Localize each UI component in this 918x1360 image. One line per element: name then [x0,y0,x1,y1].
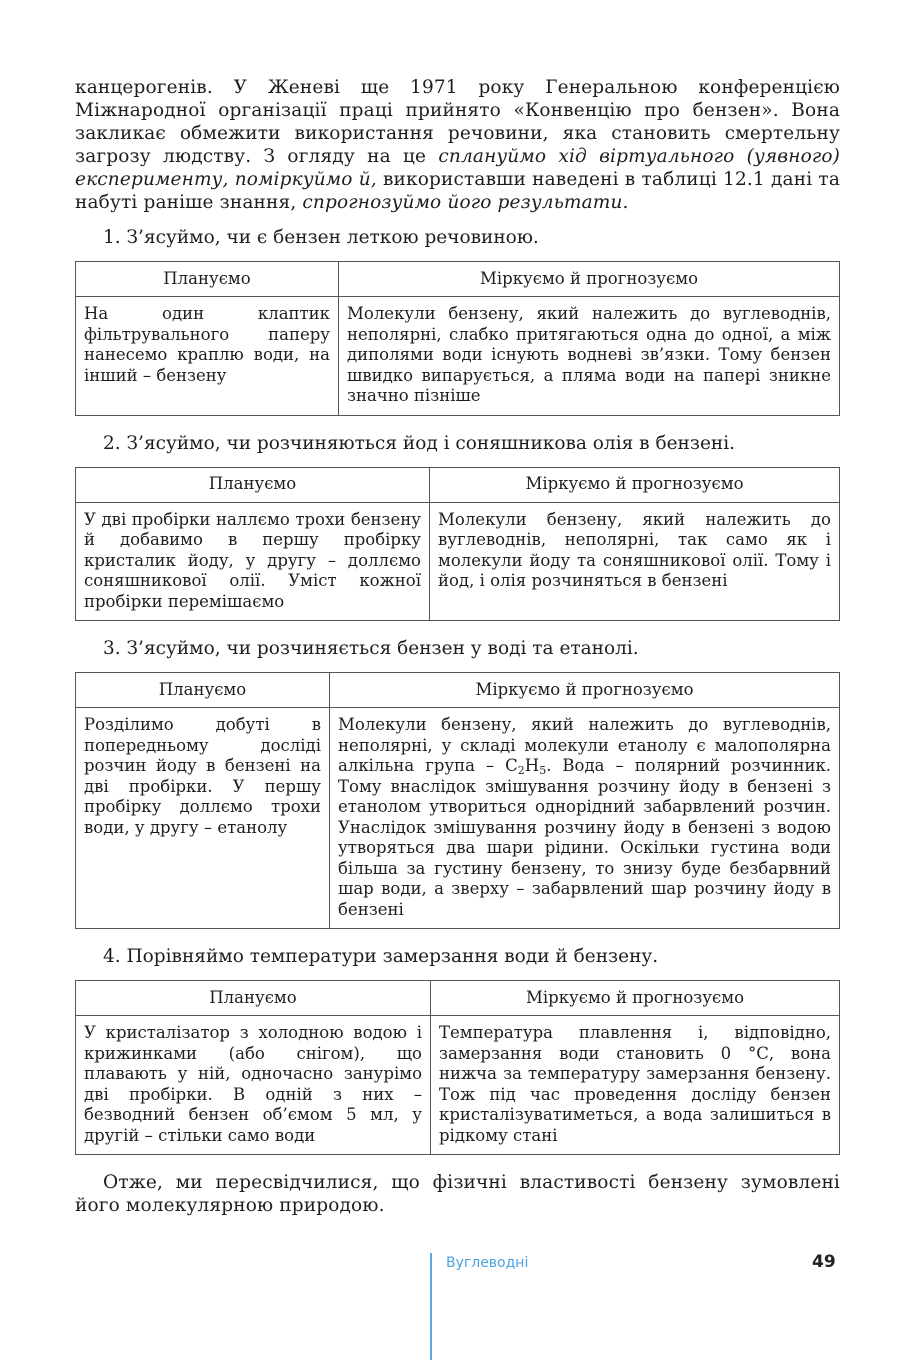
plan-cell: У кристалізатор з холодною водою і крижинками (або снігом), що плавають у ній, одночасно занурімо дві пробірки. В одній з них – безводний бензен об’ємом 5 мл, у другій – стільки само води [76,1016,431,1155]
plan-header: Плануємо [76,673,330,708]
experiment-3-title: 3. З’ясуймо, чи розчиняється бензен у воді та етанолі. [103,638,639,659]
experiment-4-table [75,980,840,1155]
reason-header: Міркуємо й прогнозуємо [330,673,840,708]
plan-cell: У дві пробірки наллємо трохи бензену й добавимо в першу пробірку кристалик йоду, у другу – доллємо соняшникової олії. Уміст кожної пробірки перемішаємо [76,502,430,621]
plan-header: Плануємо [76,981,431,1016]
experiment-2-title: 2. З’ясуймо, чи розчиняються йод і соняшникова олія в бензені. [103,432,736,454]
reason-header: Міркуємо й прогнозуємо [430,467,840,502]
experiment-1-table [75,261,840,416]
reason-header: Міркуємо й прогнозуємо [431,981,840,1016]
experiment-2-table [75,467,840,622]
footer-section-title: Вуглеводні [446,1255,529,1271]
reason-header: Міркуємо й прогнозуємо [339,262,840,297]
reason-cell: Молекули бензену, який належить до вуглеводнів, неполярні, слабко притягаються одна до одної, а між диполями води існують водневі зв’язки. Тому бензен швидко випарується, а пляма води на папері зникне значно пізніше [339,297,840,416]
reason-cell: Молекули бензену, який належить до вуглеводнів, неполярні, у складі молекули етанолу є малополярна алкільна група – $C_2H_5$. Вода – полярний розчинник. Тому внаслідок змішування розчину йоду в бензені з етанолом утвориться однорідний забарвлений розчин. Унаслідок змішування розчину йоду в бензені з водою утворяться два шари рідини. Оскільки густина води більша за густину бензену, то знизу буде безбарвний шар води, а зверху – забарвлений шар розчину йоду в бензені [330,708,840,929]
footer-divider [430,1253,432,1360]
plan-cell: Розділимо добуті в попередньому досліді розчин йоду в бензені на дві пробірки. У першу пробірку доллємо трохи води, у другу – етанолу [76,708,330,929]
reason-cell: Температура плавлення і, відповідно, замерзання води становить 0 °С, вона нижча за температуру замерзання бензену. Тож під час проведення досліду бензен кристалізуватиметься, а вода залишиться в рідкому стані [431,1016,840,1155]
experiment-1-title: 1. З’ясуймо, чи є бензен леткою речовиною. [103,227,539,248]
intro-paragraph: канцерогенів. У Женеві ще 1971 року Генеральною конференцією Міжнародної організації праці прийнято «Конвенцію про бензен». Вона закликає обмежити використання речовини, яка становить смертельну загрозу людству. З огляду на це сплануймо хід віртуального (уявного) експерименту, поміркуймо й, використавши наведені в таблиці 12.1 дані та набуті раніше знання, спрогнозуймо його результати. [75,77,841,213]
reason-cell: Молекули бензену, який належить до вуглеводнів, неполярні, так само як і молекули йоду та соняшникової олії. Тому і йод, і олія розчиняться в бензені [430,502,840,621]
experiment-4-title: 4. Порівняймо температури замерзання води й бензену. [103,946,659,967]
page-content [75,76,840,1217]
plan-cell: На один клаптик фільтрувального паперу нанесемо краплю води, на інший – бензену [76,297,339,416]
plan-header: Плануємо [76,262,339,297]
plan-header: Плануємо [76,467,430,502]
conclusion-paragraph: Отже, ми пересвідчилися, що фізичні властивості бензену зумовлені його молекулярною природою. [75,1172,840,1216]
page-number: 49 [812,1252,836,1272]
experiment-3-table [75,672,840,929]
